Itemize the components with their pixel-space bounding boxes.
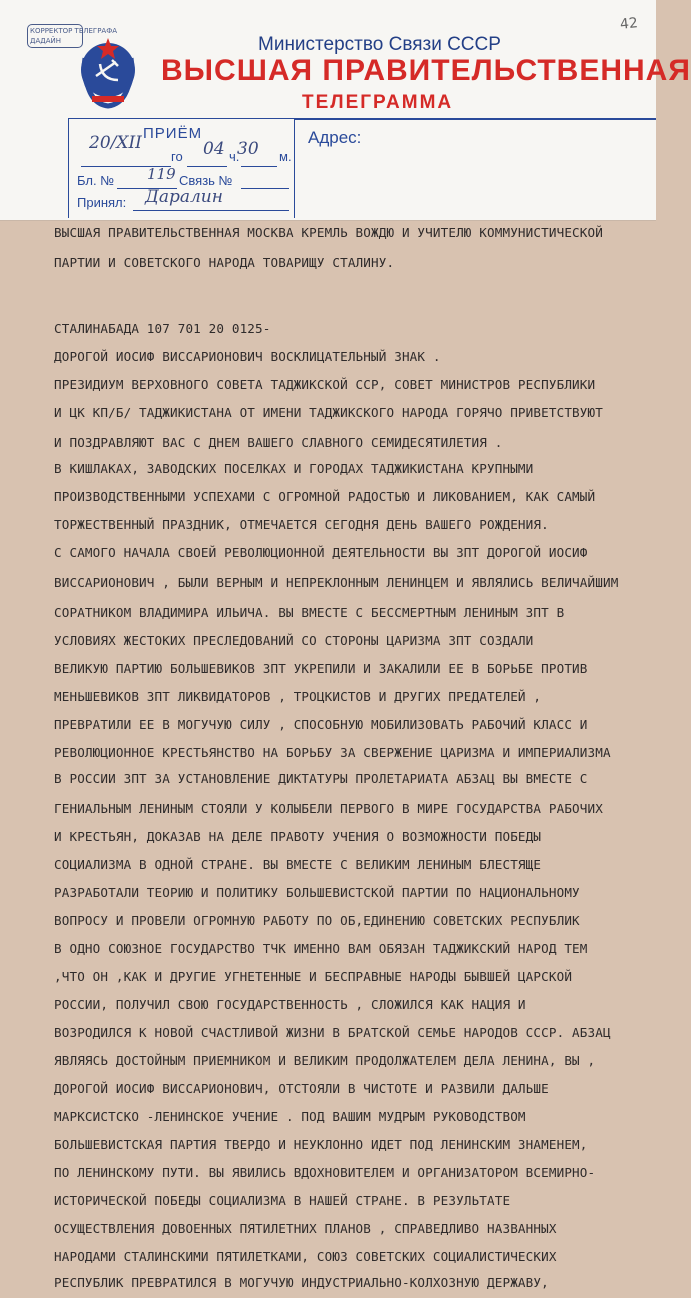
telegram-line: И КРЕСТЬЯН, ДОКАЗАВ НА ДЕЛЕ ПРАВОТУ УЧЕНИЯ О ВОЗМОЖНОСТИ ПОБЕДЫ [54,829,542,844]
telegram-line: СОРАТНИКОМ ВЛАДИМИРА ИЛЬИЧА. ВЫ ВМЕСТЕ С БЕССМЕРТНЫМ ЛЕНИНЫМ ЗПТ В [54,605,565,620]
year-label: го [171,149,183,164]
received-label: Принял: [77,195,127,210]
address-label: Адрес: [308,128,362,147]
received-handwritten: Даралин [145,187,223,207]
telegram-line: ВЫСШАЯ ПРАВИТЕЛЬСТВЕННАЯ МОСКВА КРЕМЛЬ ВОЖДЮ И УЧИТЕЛЮ КОММУНИСТИЧЕСКОЙ [54,225,603,240]
telegram-line: В ОДНО СОЮЗНОЕ ГОСУДАРСТВО ТЧК ИМЕННО ВАМ ОБЯЗАН ТАДЖИКСКИЙ НАРОД ТЕМ [54,941,588,956]
telegram-line: СОЦИАЛИЗМА В ОДНОЙ СТРАНЕ. ВЫ ВМЕСТЕ С ВЕЛИКИМ ЛЕНИНЫМ БЛЕСТЯЩЕ [54,857,542,872]
telegram-line: С САМОГО НАЧАЛА СВОЕЙ РЕВОЛЮЦИОННОЙ ДЕЯТЕЛЬНОСТИ ВЫ ЗПТ ДОРОГОЙ ИОСИФ [54,545,588,560]
ussr-emblem-icon [72,32,144,110]
hour-handwritten: 04 [203,139,225,159]
telegram-line: ВИССАРИОНОВИЧ , БЫЛИ ВЕРНЫМ И НЕПРЕКЛОННЫМ ЛЕНИНЦЕМ И ЯВЛЯЛИСЬ ВЕЛИЧАЙШИМ [54,575,619,590]
telegram-title: ВЫСШАЯ ПРАВИТЕЛЬСТВЕННАЯ [161,54,691,87]
telegram-line: ТОРЖЕСТВЕННЫЙ ПРАЗДНИК, ОТМЕЧАЕТСЯ СЕГОДНЯ ДЕНЬ ВАШЕГО РОЖДЕНИЯ. [54,517,549,532]
telegram-line: ВОПРОСУ И ПРОВЕЛИ ОГРОМНУЮ РАБОТУ ПО ОБ,ЕДИНЕНИЮ СОВЕТСКИХ РЕСПУБЛИК [54,913,580,928]
bl-handwritten: 119 [147,165,176,183]
telegram-line: ГЕНИАЛЬНЫМ ЛЕНИНЫМ СТОЯЛИ У КОЛЫБЕЛИ ПЕРВОГО В МИРЕ ГОСУДАРСТВА РАБОЧИХ [54,801,603,816]
telegram-line: ЯВЛЯЯСЬ ДОСТОЙНЫМ ПРИЕМНИКОМ И ВЕЛИКИМ ПРОДОЛЖАТЕЛЕМ ДЕЛА ЛЕНИНА, ВЫ , [54,1053,596,1068]
ministry-name: Министерство Связи СССР [258,34,501,55]
telegram-line: ПРЕВРАТИЛИ ЕЕ В МОГУЧУЮ СИЛУ , СПОСОБНУЮ МОБИЛИЗОВАТЬ РАБОЧИЙ КЛАСС И [54,717,588,732]
telegram-line: В РОССИИ ЗПТ ЗА УСТАНОВЛЕНИЕ ДИКТАТУРЫ ПРОЛЕТАРИАТА АБЗАЦ ВЫ ВМЕСТЕ С [54,771,588,786]
telegram-line: ДОРОГОЙ ИОСИФ ВИССАРИОНОВИЧ, ОТСТОЯЛИ В ЧИСТОТЕ И РАЗВИЛИ ДАЛЬШЕ [54,1081,549,1096]
telegram-line: И ЦК КП/Б/ ТАДЖИКИСТАНА ОТ ИМЕНИ ТАДЖИКСКОГО НАРОДА ГОРЯЧО ПРИВЕТСТВУЮТ [54,405,603,420]
telegram-line: РАЗРАБОТАЛИ ТЕОРИЮ И ПОЛИТИКУ БОЛЬШЕВИСТСКОЙ ПАРТИИ ПО НАЦИОНАЛЬНОМУ [54,885,580,900]
telegram-line: МАРКСИСТСКО -ЛЕНИНСКОЕ УЧЕНИЕ . ПОД ВАШИМ МУДРЫМ РУКОВОДСТВОМ [54,1109,526,1124]
telegram-subtitle: ТЕЛЕГРАММА [302,92,454,113]
telegram-line: БОЛЬШЕВИСТСКАЯ ПАРТИЯ ТВЕРДО И НЕУКЛОННО ИДЕТ ПОД ЛЕНИНСКИМ ЗНАМЕНЕМ, [54,1137,588,1152]
telegram-line: ВОЗРОДИЛСЯ К НОВОЙ СЧАСТЛИВОЙ ЖИЗНИ В БРАТСКОЙ СЕМЬЕ НАРОДОВ СССР. АБЗАЦ [54,1025,611,1040]
telegram-line: И ПОЗДРАВЛЯЮТ ВАС С ДНЕМ ВАШЕГО СЛАВНОГО СЕМИДЕСЯТИЛЕТИЯ . [54,435,503,450]
link-label: Связь № [179,173,233,188]
telegram-form-header [0,0,691,221]
telegram-line: ПО ЛЕНИНСКОМУ ПУТИ. ВЫ ЯВИЛИСЬ ВДОХНОВИТЕЛЕМ И ОРГАНИЗАТОРОМ ВСЕМИРНО- [54,1165,596,1180]
telegram-line: РЕСПУБЛИК ПРЕВРАТИЛСЯ В МОГУЧУЮ ИНДУСТРИАЛЬНО-КОЛХОЗНУЮ ДЕРЖАВУ, [54,1275,549,1290]
telegram-line: ПРОИЗВОДСТВЕННЫМИ УСПЕХАМИ С ОГРОМНОЙ РАДОСТЬЮ И ЛИКОВАНИЕМ, КАК САМЫЙ [54,489,596,504]
telegram-line: РЕВОЛЮЦИОННОЕ КРЕСТЬЯНСТВО НА БОРЬБУ ЗА СВЕРЖЕНИЕ ЦАРИЗМА И ИМПЕРИАЛИЗМА [54,745,611,760]
telegram-line: ВЕЛИКУЮ ПАРТИЮ БОЛЬШЕВИКОВ ЗПТ УКРЕПИЛИ И ЗАКАЛИЛИ ЕЕ В БОРЬБЕ ПРОТИВ [54,661,588,676]
reception-label: ПРИЁМ [143,125,203,142]
telegram-line: РОССИИ, ПОЛУЧИЛ СВОЮ ГОСУДАРСТВЕННОСТЬ , СЛОЖИЛСЯ КАК НАЦИЯ И [54,997,526,1012]
bl-label: Бл. № [77,173,115,188]
telegram-line: ПАРТИИ И СОВЕТСКОГО НАРОДА ТОВАРИЩУ СТАЛИНУ. [54,255,395,270]
hour-label: ч. [229,149,240,164]
reception-box [68,118,295,218]
minute-label: м. [279,149,292,164]
page-number: 42 [619,15,639,33]
telegram-line: УСЛОВИЯХ ЖЕСТОКИХ ПРЕСЛЕДОВАНИЙ СО СТОРОНЫ ЦАРИЗМА ЗПТ СОЗДАЛИ [54,633,534,648]
stamp-line-1: КОРРЕКТОР ТЕЛЕГРАФА [30,27,118,35]
telegram-line: ПРЕЗИДИУМ ВЕРХОВНОГО СОВЕТА ТАДЖИКСКОЙ ССР, СОВЕТ МИНИСТРОВ РЕСПУБЛИКИ [54,377,596,392]
telegram-line: НАРОДАМИ СТАЛИНСКИМИ ПЯТИЛЕТКАМИ, СОЮЗ СОВЕТСКИХ СОЦИАЛИСТИЧЕСКИХ [54,1249,557,1264]
date-handwritten: 20/XII [89,133,142,153]
telegram-line: СТАЛИНАБАДА 107 701 20 0125- [54,321,271,336]
telegram-line: В КИШЛАКАХ, ЗАВОДСКИХ ПОСЕЛКАХ И ГОРОДАХ ТАДЖИКИСТАНА КРУПНЫМИ [54,461,534,476]
stamp-line-2: ДАДАЙН [30,37,62,45]
telegram-line: ,ЧТО ОН ,КАК И ДРУГИЕ УГНЕТЕННЫЕ И БЕСПРАВНЫЕ НАРОДЫ БЫВШЕЙ ЦАРСКОЙ [54,969,573,984]
minute-handwritten: 30 [237,139,259,159]
telegram-line: ДОРОГОЙ ИОСИФ ВИССАРИОНОВИЧ ВОСКЛИЦАТЕЛЬНЫЙ ЗНАК . [54,349,441,364]
telegram-line: ОСУЩЕСТВЛЕНИЯ ДОВОЕННЫХ ПЯТИЛЕТНИХ ПЛАНОВ , СПРАВЕДЛИВО НАЗВАННЫХ [54,1221,557,1236]
telegram-line: ИСТОРИЧЕСКОЙ ПОБЕДЫ СОЦИАЛИЗМА В НАШЕЙ СТРАНЕ. В РЕЗУЛЬТАТЕ [54,1193,511,1208]
telegram-line: МЕНЬШЕВИКОВ ЗПТ ЛИКВИДАТОРОВ , ТРОЦКИСТОВ И ДРУГИХ ПРЕДАТЕЛЕЙ , [54,689,542,704]
